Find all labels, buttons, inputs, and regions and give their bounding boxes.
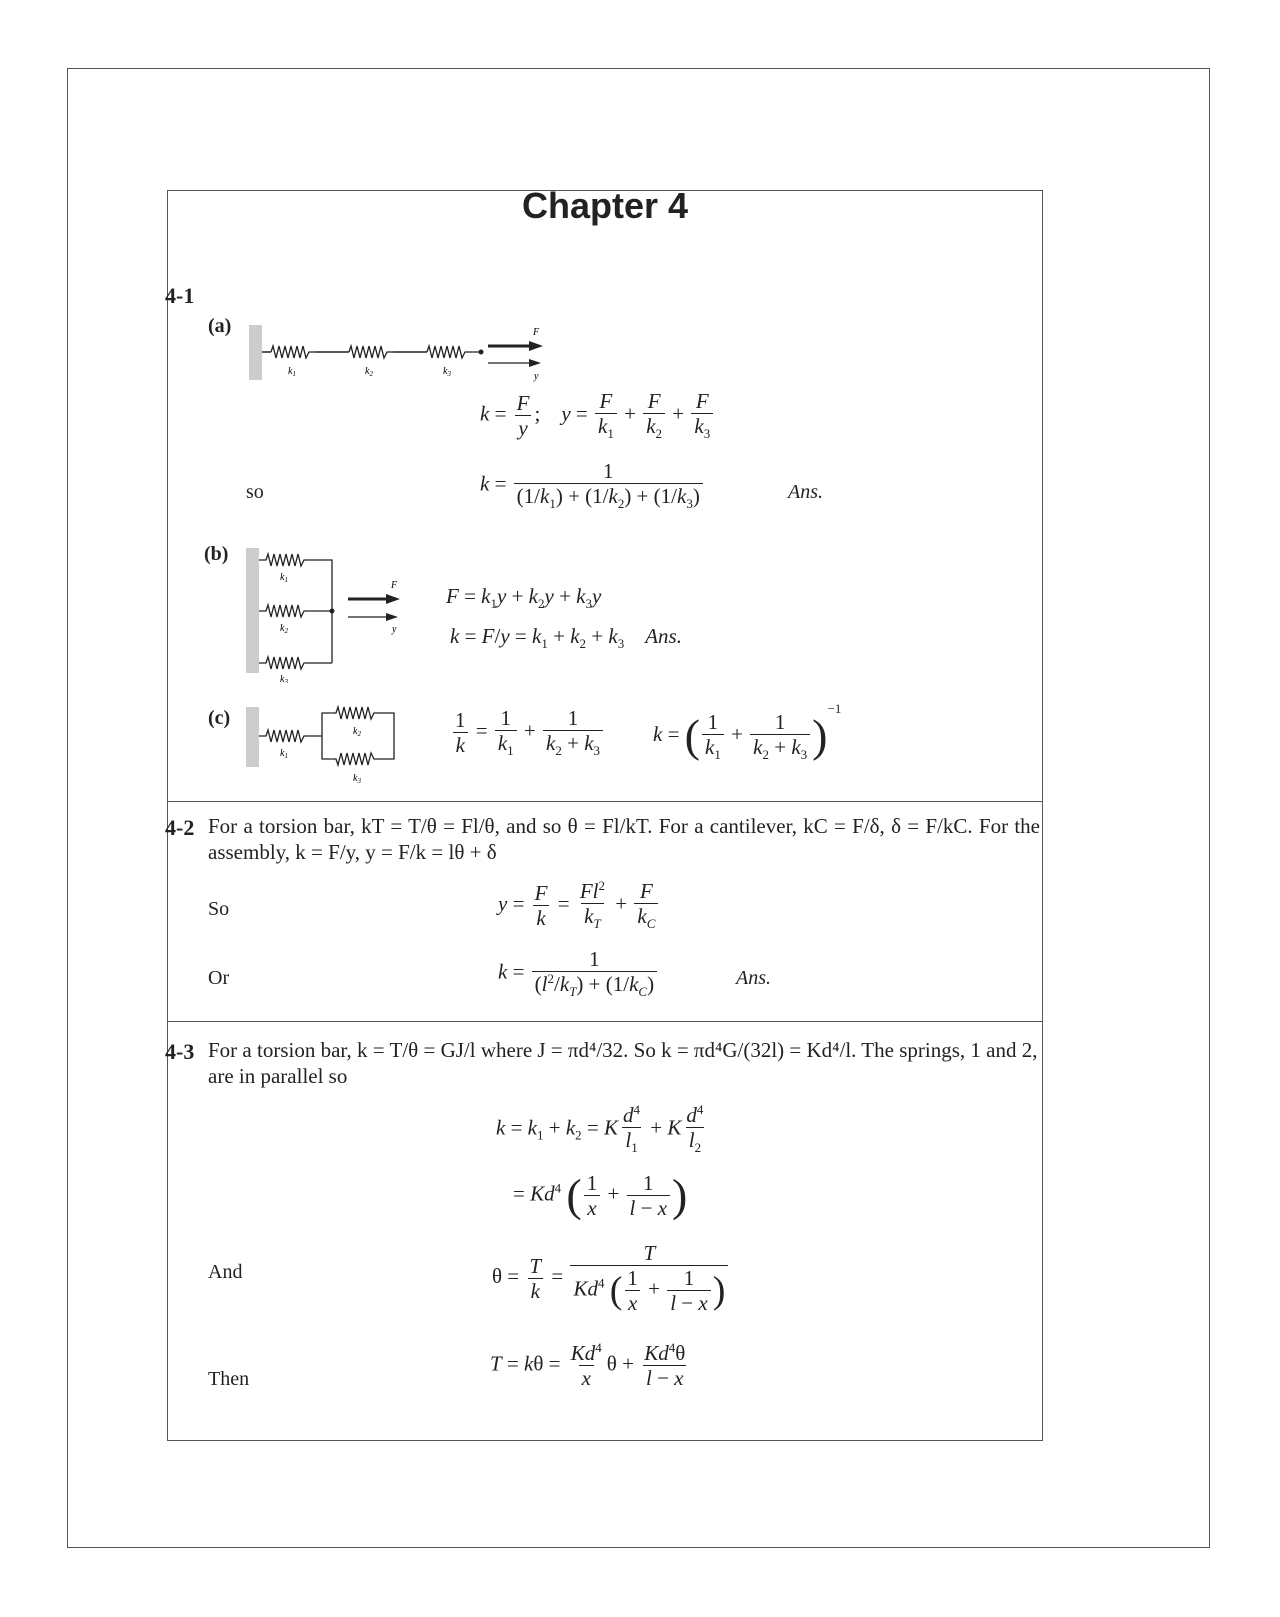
eq-4-3-4: T = kθ = $\frac{Kd^4}{x}$ θ + $\frac{Kd^4\theta}{l - x}$	[490, 1340, 686, 1391]
svg-text:k1: $k_1$	[288, 366, 296, 378]
ans-label: Ans.	[788, 481, 823, 503]
eq-4-1a-1: k = $\frac{F}{y}$ ; y = $\frac{F}{k_1}$ + $\frac{F}{k_2}$ + $\frac{F}{k_3}$	[480, 389, 715, 442]
or-label: Or	[208, 967, 230, 989]
force-label: F	[391, 580, 398, 591]
eq-4-2-2: k = $\frac{1}{(l^2/k_T) + (1/k_C)}$	[498, 947, 659, 1000]
svg-text:k3: $k_3$	[353, 773, 361, 785]
part-label: (c)	[208, 707, 231, 729]
eq-4-1b-1: $F = k_1y + k_2y + k_3y$	[446, 584, 602, 612]
problem-number: 4-3	[165, 1039, 195, 1064]
svg-text:k1: $k_1$	[280, 572, 288, 584]
combined-spring-diagram	[238, 699, 418, 789]
and-label: And	[208, 1261, 243, 1283]
ans-label: Ans.	[736, 967, 771, 989]
ans-label: Ans.	[645, 624, 682, 648]
so-label: so	[246, 481, 264, 503]
problem-number: 4-1	[165, 283, 195, 308]
section-divider	[168, 1021, 1042, 1022]
part-label: (b)	[204, 543, 229, 565]
content-frame	[165, 185, 1043, 1441]
force-label: F	[533, 327, 540, 338]
part-label: (a)	[208, 315, 232, 337]
eq-4-1b-2: $k = F/y = k_1 + k_2 + k_3$ Ans.	[450, 624, 682, 652]
series-spring-diagram	[243, 311, 553, 386]
section-divider	[168, 801, 1042, 802]
eq-4-3-3: θ = $\frac{T}{k}$ = T Kd$^4$ ( $\frac{1}{x}$ + $\frac{1}{l - x}$ )	[492, 1241, 730, 1315]
eq-4-3-2: = $Kd^4$ ( $\frac{1}{x}$ + $\frac{1}{l - x}$ )	[513, 1169, 688, 1221]
so-label: So	[208, 898, 230, 920]
svg-text:k2: $k_2$	[353, 726, 361, 738]
eq-4-1c-1: $\frac{1}{k}$ = $\frac{1}{k_1}$ + $\frac{1}{k_2 + k_3}$	[450, 706, 605, 759]
svg-text:k2: $k_2$	[365, 366, 373, 378]
parallel-spring-diagram	[238, 543, 418, 683]
eq-4-2-1: y = $\frac{F}{k}$ = $\frac{Fl^2}{k_T}$ + $\frac{F}{k_C}$	[498, 879, 660, 932]
eq-4-1c-2: k = ( $\frac{1}{k_1}$ + $\frac{1}{k_2 + k_3}$ )$^{-1}$	[653, 701, 842, 762]
chapter-title: Chapter 4	[521, 185, 689, 226]
disp-label: y	[392, 624, 397, 635]
problem-intro: For a torsion bar, kT = T/θ = Fl/θ, and so θ = Fl/kT. For a cantilever, kC = F/δ, δ = F/kC. For the assembly, k = F/y, y = F/k = lθ + δ	[208, 814, 1040, 864]
svg-text:k3: $k_3$	[280, 674, 288, 683]
problem-intro: For a torsion bar, k = T/θ = GJ/l where J = πd⁴/32. So k = πd⁴G/(32l) = Kd⁴/l. The springs, 1 and 2, are in parallel so	[208, 1038, 1038, 1088]
eq-4-1a-2: k = $\frac{1}{(1/k_1) + (1/k_2) + (1/k_3)}$	[480, 459, 705, 512]
eq-4-3-1: $k = k_1 + k_2 = K$ $\frac{d^4}{l_1}$ + K $\frac{d^4}{l_2}$	[496, 1102, 704, 1156]
then-label: Then	[208, 1368, 250, 1390]
disp-label: y	[534, 371, 539, 382]
svg-text:k3: $k_3$	[443, 366, 451, 378]
problem-number: 4-2	[165, 815, 195, 840]
svg-text:k1: $k_1$	[280, 748, 288, 760]
svg-text:k2: $k_2$	[280, 623, 288, 635]
